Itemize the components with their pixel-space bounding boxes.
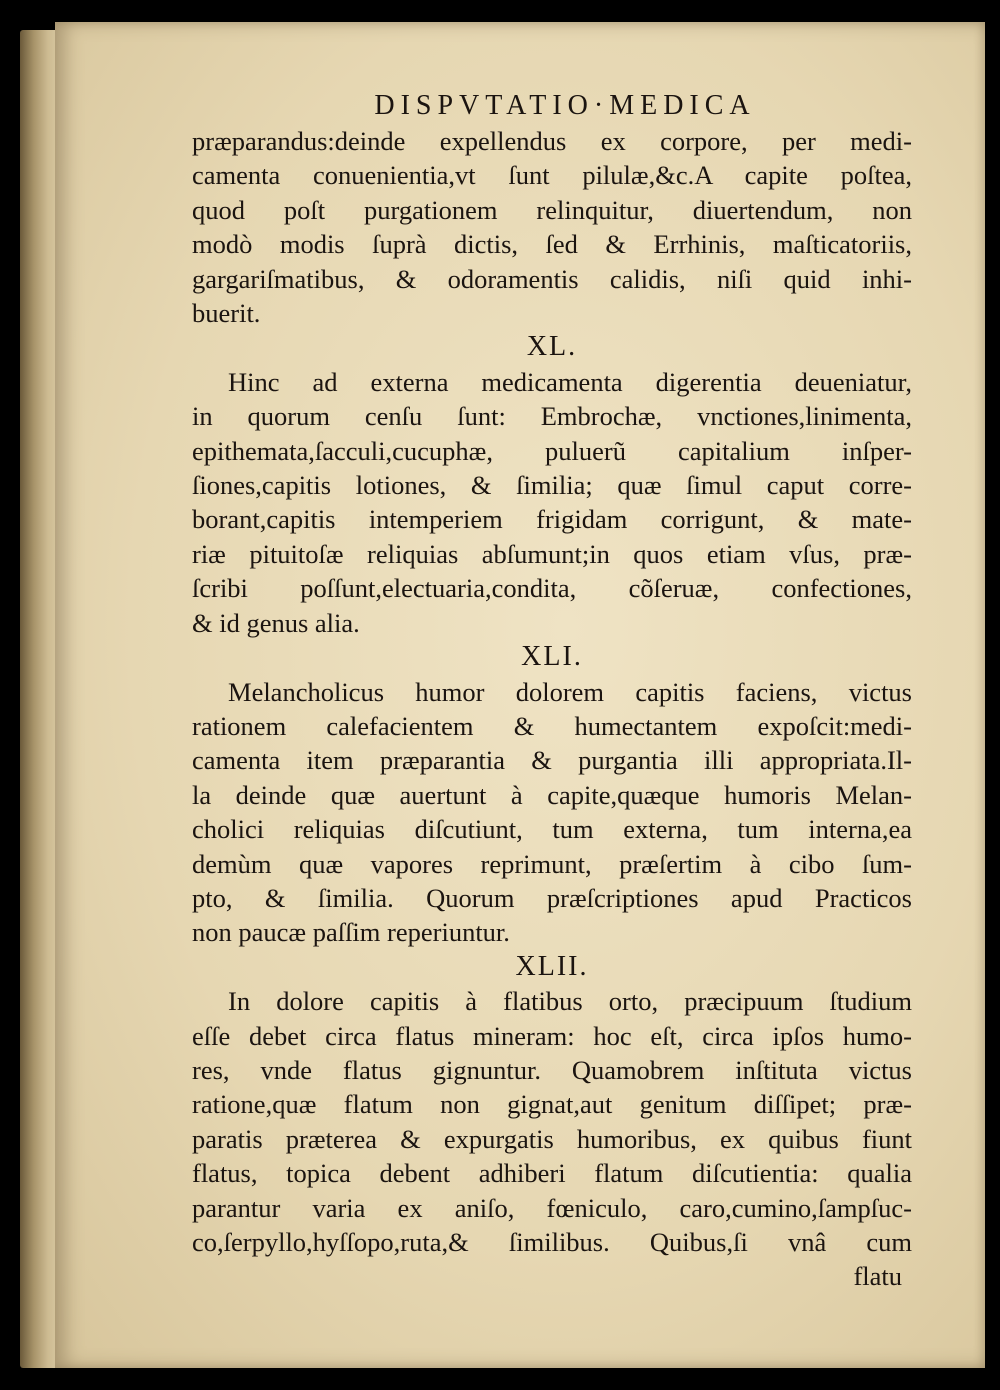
catchword: flatu bbox=[853, 1261, 902, 1292]
text-line: co,ſerpyllo,hyſſopo,ruta,& ſimilibus. Quibus,ſi vnâ cum bbox=[192, 1227, 912, 1257]
text-line: parantur varia ex aniſo, fœniculo, caro,cumino,ſampſuc- bbox=[192, 1192, 912, 1223]
text-line: flatus, topica debent adhiberi flatum diſcutientia: qualia bbox=[192, 1158, 912, 1189]
section-heading: XLII. bbox=[515, 950, 589, 982]
section-heading: XL. bbox=[526, 331, 578, 363]
text-line: res, vnde flatus gignuntur. Quamobrem inſtituta victus bbox=[192, 1054, 912, 1085]
text-line: demùm quæ vapores reprimunt, præſertim à cibo ſum- bbox=[192, 848, 912, 879]
section-heading: XLI. bbox=[521, 641, 583, 673]
text-line: præparandus:deinde expellendus ex corpore, per medi- bbox=[192, 126, 912, 156]
text-line: quod poſt purgationem relinquitur, diuertendum, non bbox=[192, 194, 912, 225]
text-line: modò modis ſuprà dictis, ſed & Errhinis, maſticatoriis, bbox=[192, 229, 912, 260]
text-line: non paucæ paſſim reperiuntur. bbox=[192, 917, 510, 948]
text-line: camenta conuenientia,vt ſunt pilulæ,&c.A capite poſtea, bbox=[192, 160, 912, 191]
text-line: riæ pituitoſæ reliquias abſumunt;in quos etiam vſus, præ- bbox=[192, 538, 912, 569]
text-line: Melancholicus humor dolorem capitis faciens, victus bbox=[228, 676, 912, 707]
text-line: ſcribi poſſunt,electuaria,condita, cõſeruæ, confectiones, bbox=[192, 573, 912, 604]
text-line: In dolore capitis à flatibus orto, præcipuum ſtudium bbox=[228, 986, 912, 1017]
text-line: & id genus alia. bbox=[192, 607, 360, 638]
text-line: gargariſmatibus, & odoramentis calidis, niſi quid inhi- bbox=[192, 263, 912, 294]
text-line: eſſe debet circa flatus mineram: hoc eſt, circa ipſos humo- bbox=[192, 1020, 912, 1051]
text-line: cholici reliquias diſcutiunt, tum externa, tum interna,ea bbox=[192, 814, 912, 845]
text-line: camenta item præparantia & purgantia illi appropriata.Il- bbox=[192, 745, 912, 776]
text-line: paratis præterea & expurgatis humoribus, ex quibus fiunt bbox=[192, 1123, 912, 1154]
paragraph bbox=[192, 984, 912, 1259]
paragraph bbox=[192, 675, 912, 950]
running-head: DISPVTATIO·MEDICA bbox=[374, 90, 756, 121]
text-line: pto, & ſimilia. Quorum præſcriptiones apud Practicos bbox=[192, 882, 912, 913]
paragraph bbox=[192, 365, 912, 640]
text-line: ratione,quæ flatum non gignat,aut genitum diſſipet; præ- bbox=[192, 1089, 912, 1120]
text-line: la deinde quæ auertunt à capite,quæque humoris Melan- bbox=[192, 779, 912, 810]
text-line: rationem calefacientem & humectantem expoſcit:medi- bbox=[192, 710, 912, 741]
page-text bbox=[192, 124, 912, 1294]
paragraph bbox=[192, 124, 912, 330]
text-line: buerit. bbox=[192, 298, 261, 329]
text-line: Hinc ad externa medicamenta digerentia deueniatur, bbox=[228, 366, 912, 397]
text-line: in quorum cenſu ſunt: Embrochæ, vnctiones,linimenta, bbox=[192, 401, 912, 432]
book-page-edge bbox=[20, 30, 60, 1368]
text-line: borant,capitis intemperiem frigidam corrigunt, & mate- bbox=[192, 504, 912, 535]
text-line: ſiones,capitis lotiones, & ſimilia; quæ ſimul caput corre- bbox=[192, 470, 912, 501]
text-line: epithemata,ſacculi,cucuphæ, puluerũ capitalium inſper- bbox=[192, 435, 912, 466]
